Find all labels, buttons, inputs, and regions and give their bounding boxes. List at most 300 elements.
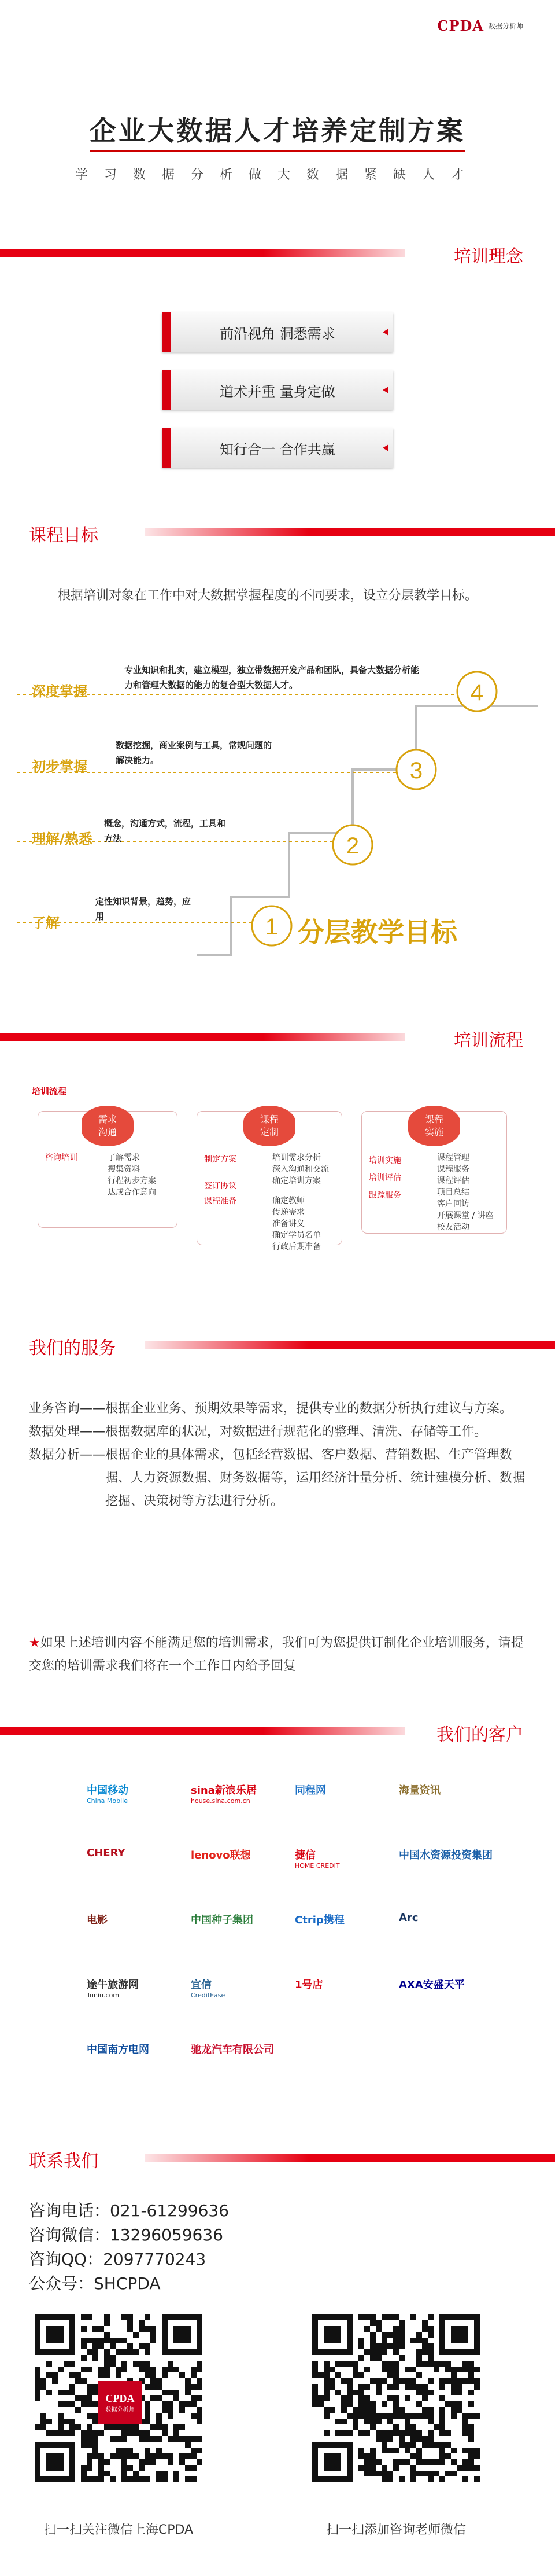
client-logo-sub: HOME CREDIT bbox=[295, 1862, 340, 1870]
qr-module bbox=[364, 2349, 370, 2355]
qr-module bbox=[35, 2395, 40, 2401]
qr-module bbox=[168, 2459, 173, 2465]
qr-module bbox=[121, 2367, 127, 2372]
qr-module bbox=[104, 2372, 110, 2378]
qr-module bbox=[474, 2367, 480, 2372]
qr-module bbox=[370, 2314, 376, 2320]
qr-module bbox=[116, 2367, 121, 2372]
qr-module bbox=[451, 2378, 457, 2384]
client-logo-name: 中国种子集团 bbox=[191, 1914, 253, 1926]
qr-code-right-image bbox=[312, 2314, 480, 2488]
qr-module bbox=[393, 2384, 399, 2390]
qr-module bbox=[92, 2453, 98, 2459]
qr-module bbox=[162, 2476, 168, 2482]
qr-module bbox=[133, 2332, 139, 2338]
qr-module bbox=[399, 2436, 405, 2442]
level-number: 3 bbox=[409, 758, 423, 783]
qr-module bbox=[387, 2343, 393, 2349]
qr-module bbox=[364, 2419, 370, 2424]
qr-module bbox=[405, 2378, 410, 2384]
qr-module bbox=[457, 2465, 462, 2471]
qr-module bbox=[341, 2419, 347, 2424]
qr-module bbox=[393, 2372, 399, 2378]
qr-module bbox=[312, 2361, 318, 2367]
qr-module bbox=[434, 2459, 439, 2465]
qr-module bbox=[457, 2378, 462, 2384]
qr-module bbox=[98, 2465, 104, 2471]
qr-module bbox=[382, 2361, 387, 2367]
qr-module bbox=[121, 2453, 127, 2459]
qr-module bbox=[468, 2378, 474, 2384]
qr-module bbox=[428, 2471, 434, 2476]
qr-module bbox=[98, 2338, 104, 2343]
qr-module bbox=[121, 2476, 127, 2482]
qr-module bbox=[150, 2326, 156, 2332]
qr-module bbox=[405, 2384, 410, 2390]
qr-module bbox=[145, 2367, 150, 2372]
qr-module bbox=[416, 2459, 422, 2465]
qr-module bbox=[168, 2390, 173, 2395]
qr-module bbox=[387, 2367, 393, 2372]
qr-module bbox=[399, 2459, 405, 2465]
contact-wechat: 咨询微信：13296059636 bbox=[29, 2225, 223, 2244]
qr-module bbox=[87, 2476, 92, 2482]
qr-module bbox=[197, 2448, 202, 2453]
qr-module bbox=[168, 2367, 173, 2372]
qr-module bbox=[162, 2367, 168, 2372]
qr-module bbox=[387, 2314, 393, 2320]
qr-module bbox=[393, 2378, 399, 2384]
qr-module bbox=[185, 2384, 191, 2390]
qr-module bbox=[92, 2355, 98, 2361]
qr-module bbox=[173, 2424, 179, 2430]
qr-module bbox=[451, 2471, 457, 2476]
qr-module bbox=[382, 2413, 387, 2419]
qr-module bbox=[405, 2424, 410, 2430]
qr-module bbox=[468, 2367, 474, 2372]
qr-module bbox=[87, 2453, 92, 2459]
qr-module bbox=[376, 2355, 382, 2361]
qr-module bbox=[335, 2390, 341, 2395]
qr-module bbox=[145, 2407, 150, 2413]
qr-module bbox=[179, 2407, 185, 2413]
qr-module bbox=[364, 2459, 370, 2465]
qr-module bbox=[364, 2395, 370, 2401]
qr-module bbox=[335, 2361, 341, 2367]
qr-module bbox=[370, 2459, 376, 2465]
qr-module bbox=[347, 2395, 353, 2401]
qr-module bbox=[92, 2419, 98, 2424]
client-logo-name: 驰龙汽车有限公司 bbox=[191, 2044, 274, 2056]
qr-module bbox=[358, 2413, 364, 2419]
qr-module bbox=[179, 2436, 185, 2442]
qr-module bbox=[439, 2413, 445, 2419]
qr-module bbox=[52, 2378, 58, 2384]
qr-center-logo-text: CPDA bbox=[105, 2392, 135, 2404]
service-text: 根据企业业务、预期效果等需求，提供专业的数据分析执行建议与方案。 bbox=[105, 1401, 513, 1416]
qr-module bbox=[35, 2390, 40, 2395]
qr-module bbox=[428, 2355, 434, 2361]
qr-module bbox=[434, 2361, 439, 2367]
qr-module bbox=[145, 2326, 150, 2332]
qr-module bbox=[382, 2465, 387, 2471]
qr-module bbox=[335, 2419, 341, 2424]
qr-module bbox=[451, 2390, 457, 2395]
concept-item bbox=[162, 428, 393, 468]
qr-module bbox=[87, 2442, 92, 2448]
qr-module bbox=[52, 2430, 58, 2436]
qr-module bbox=[81, 2314, 87, 2320]
qr-module bbox=[64, 2401, 69, 2407]
qr-module bbox=[376, 2390, 382, 2395]
qr-module bbox=[145, 2430, 150, 2436]
qr-module bbox=[358, 2465, 364, 2471]
qr-module bbox=[358, 2390, 364, 2395]
qr-module bbox=[387, 2372, 393, 2378]
qr-module bbox=[416, 2355, 422, 2361]
qr-module bbox=[358, 2401, 364, 2407]
qr-module bbox=[410, 2424, 416, 2430]
stage-right-item: 达成合作意向 bbox=[108, 1188, 156, 1197]
service-text: 根据企业的具体需求，包括经营数据、客户数据、营销数据、生产管理数据、人力资源数据、财务数据等，运用经济计量分析、统计建模分析、数据挖掘、决策树等方法进行分析。 bbox=[105, 1448, 526, 1508]
qr-module bbox=[358, 2395, 364, 2401]
qr-module bbox=[197, 2361, 202, 2367]
qr-module bbox=[191, 2401, 197, 2407]
arrow-icon bbox=[383, 329, 388, 336]
qr-module bbox=[133, 2453, 139, 2459]
qr-module bbox=[387, 2471, 393, 2476]
qr-module bbox=[197, 2395, 202, 2401]
qr-module bbox=[324, 2407, 330, 2413]
qr-module bbox=[387, 2332, 393, 2338]
qr-finder bbox=[451, 2326, 468, 2343]
qr-module bbox=[410, 2471, 416, 2476]
qr-module bbox=[468, 2390, 474, 2395]
qr-module bbox=[98, 2343, 104, 2349]
qr-module bbox=[468, 2430, 474, 2436]
qr-module bbox=[191, 2476, 197, 2482]
qr-module bbox=[382, 2332, 387, 2338]
client-logo bbox=[191, 1847, 286, 1862]
qr-module bbox=[382, 2430, 387, 2436]
qr-module bbox=[376, 2326, 382, 2332]
qr-module bbox=[434, 2471, 439, 2476]
qr-module bbox=[347, 2384, 353, 2390]
qr-module bbox=[462, 2424, 468, 2430]
qr-module bbox=[104, 2459, 110, 2465]
process-stage bbox=[361, 1111, 507, 1234]
qr-module bbox=[428, 2349, 434, 2355]
qr-module bbox=[92, 2448, 98, 2453]
qr-module bbox=[416, 2338, 422, 2343]
qr-module bbox=[376, 2419, 382, 2424]
qr-module bbox=[312, 2372, 318, 2378]
stage-right-item: 确定培训方案 bbox=[272, 1176, 321, 1186]
qr-module bbox=[474, 2448, 480, 2453]
qr-module bbox=[393, 2413, 399, 2419]
qr-module bbox=[376, 2436, 382, 2442]
qr-module bbox=[370, 2320, 376, 2326]
qr-code-right bbox=[312, 2314, 480, 2488]
qr-module bbox=[468, 2459, 474, 2465]
qr-module bbox=[416, 2384, 422, 2390]
qr-module bbox=[468, 2424, 474, 2430]
qr-center-logo bbox=[98, 2381, 142, 2424]
qr-module bbox=[150, 2459, 156, 2465]
qr-module bbox=[121, 2349, 127, 2355]
concept-item-label: 道术并重 量身定做 bbox=[220, 383, 335, 400]
qr-module bbox=[162, 2407, 168, 2413]
qr-module bbox=[382, 2448, 387, 2453]
qr-module bbox=[312, 2395, 318, 2401]
qr-module bbox=[69, 2390, 75, 2395]
qr-module bbox=[156, 2448, 162, 2453]
qr-module bbox=[439, 2430, 445, 2436]
qr-module bbox=[347, 2390, 353, 2395]
qr-module bbox=[162, 2372, 168, 2378]
qr-module bbox=[399, 2476, 405, 2482]
qr-module bbox=[399, 2326, 405, 2332]
qr-module bbox=[370, 2343, 376, 2349]
qr-module bbox=[405, 2430, 410, 2436]
qr-module bbox=[393, 2395, 399, 2401]
qr-module bbox=[156, 2424, 162, 2430]
qr-module bbox=[139, 2476, 145, 2482]
qr-module bbox=[416, 2453, 422, 2459]
qr-module bbox=[127, 2430, 133, 2436]
stage-right-item: 行程初步方案 bbox=[108, 1176, 156, 1186]
qr-module bbox=[133, 2349, 139, 2355]
client-logo-name: AXA安盛天平 bbox=[399, 1979, 465, 1991]
client-logo-sub: CreditEase bbox=[191, 1992, 225, 1999]
qr-module bbox=[410, 2436, 416, 2442]
qr-module bbox=[145, 2459, 150, 2465]
qr-module bbox=[364, 2471, 370, 2476]
client-logo bbox=[399, 1847, 494, 1862]
qr-module bbox=[353, 2407, 358, 2413]
qr-module bbox=[422, 2349, 428, 2355]
qr-module bbox=[92, 2343, 98, 2349]
stage-badge: 需求 沟通 bbox=[82, 1106, 134, 1146]
qr-module bbox=[162, 2453, 168, 2459]
qr-module bbox=[162, 2471, 168, 2476]
qr-module bbox=[382, 2442, 387, 2448]
qr-module bbox=[370, 2471, 376, 2476]
title-divider bbox=[90, 150, 465, 152]
services-note bbox=[29, 1632, 526, 1678]
qr-module bbox=[416, 2332, 422, 2338]
qr-module bbox=[139, 2320, 145, 2326]
qr-module bbox=[197, 2413, 202, 2419]
stage-right-item: 校友活动 bbox=[437, 1223, 469, 1232]
qr-module bbox=[58, 2430, 64, 2436]
qr-module bbox=[81, 2343, 87, 2349]
qr-module bbox=[416, 2401, 422, 2407]
qr-module bbox=[139, 2326, 145, 2332]
qr-module bbox=[439, 2448, 445, 2453]
qr-module bbox=[139, 2367, 145, 2372]
qr-module bbox=[376, 2378, 382, 2384]
qr-module bbox=[121, 2459, 127, 2465]
qr-module bbox=[145, 2448, 150, 2453]
client-logo-name: 中国南方电网 bbox=[87, 2044, 149, 2056]
qr-module bbox=[116, 2372, 121, 2378]
qr-module bbox=[191, 2448, 197, 2453]
qr-module bbox=[451, 2407, 457, 2413]
stage-right-item: 课程评估 bbox=[437, 1176, 469, 1186]
qr-module bbox=[87, 2430, 92, 2436]
qr-module bbox=[370, 2465, 376, 2471]
qr-module bbox=[145, 2384, 150, 2390]
client-logo bbox=[399, 1977, 494, 1992]
qr-finder bbox=[324, 2326, 341, 2343]
qr-module bbox=[185, 2453, 191, 2459]
qr-module bbox=[393, 2332, 399, 2338]
qr-module bbox=[110, 2476, 116, 2482]
qr-module bbox=[434, 2367, 439, 2372]
qr-module bbox=[116, 2338, 121, 2343]
stage-right-item: 了解需求 bbox=[108, 1153, 140, 1162]
qr-module bbox=[422, 2338, 428, 2343]
qr-module bbox=[133, 2361, 139, 2367]
qr-module bbox=[382, 2367, 387, 2372]
qr-module bbox=[393, 2401, 399, 2407]
qr-module bbox=[35, 2378, 40, 2384]
qr-module bbox=[98, 2471, 104, 2476]
contact-heading: 联系我们 bbox=[29, 2151, 98, 2172]
qr-module bbox=[468, 2361, 474, 2367]
qr-module bbox=[197, 2367, 202, 2372]
qr-module bbox=[185, 2442, 191, 2448]
qr-module bbox=[81, 2442, 87, 2448]
qr-module bbox=[410, 2378, 416, 2384]
qr-module bbox=[428, 2326, 434, 2332]
qr-module bbox=[87, 2390, 92, 2395]
level-number: 4 bbox=[470, 680, 484, 705]
qr-module bbox=[127, 2448, 133, 2453]
qr-module bbox=[370, 2338, 376, 2343]
qr-module bbox=[121, 2465, 127, 2471]
qr-module bbox=[353, 2372, 358, 2378]
qr-module bbox=[69, 2419, 75, 2424]
qr-module bbox=[40, 2413, 46, 2419]
qr-module bbox=[87, 2338, 92, 2343]
qr-module bbox=[422, 2343, 428, 2349]
stage-left-item: 跟踪服务 bbox=[369, 1191, 401, 1200]
stage-right-item: 确定教师 bbox=[272, 1196, 305, 1205]
qr-module bbox=[358, 2343, 364, 2349]
qr-module bbox=[341, 2401, 347, 2407]
qr-module bbox=[185, 2390, 191, 2395]
qr-module bbox=[410, 2413, 416, 2419]
qr-module bbox=[40, 2424, 46, 2430]
qr-module bbox=[353, 2367, 358, 2372]
qr-module bbox=[445, 2361, 451, 2367]
contact-info bbox=[29, 2199, 229, 2296]
qr-module bbox=[393, 2314, 399, 2320]
qr-module bbox=[428, 2390, 434, 2395]
qr-module bbox=[364, 2430, 370, 2436]
client-logo bbox=[295, 1847, 390, 1870]
qr-module bbox=[376, 2343, 382, 2349]
qr-module bbox=[410, 2453, 416, 2459]
qr-module bbox=[382, 2378, 387, 2384]
qr-module bbox=[364, 2384, 370, 2390]
qr-module bbox=[416, 2390, 422, 2395]
qr-module bbox=[428, 2332, 434, 2338]
concept-heading: 培训理念 bbox=[454, 246, 523, 267]
qr-module bbox=[191, 2372, 197, 2378]
qr-module bbox=[422, 2384, 428, 2390]
stage-right-item: 课程管理 bbox=[437, 1153, 469, 1162]
qr-module bbox=[121, 2430, 127, 2436]
qr-module bbox=[451, 2401, 457, 2407]
client-logo-name: 电影 bbox=[87, 1914, 108, 1926]
qr-module bbox=[474, 2384, 480, 2390]
qr-module bbox=[347, 2378, 353, 2384]
qr-module bbox=[92, 2401, 98, 2407]
qr-module bbox=[439, 2424, 445, 2430]
qr-module bbox=[58, 2390, 64, 2395]
qr-module bbox=[370, 2448, 376, 2453]
qr-module bbox=[127, 2476, 133, 2482]
process-stage bbox=[197, 1111, 342, 1252]
qr-module bbox=[434, 2442, 439, 2448]
qr-finder bbox=[324, 2453, 341, 2471]
qr-module bbox=[358, 2338, 364, 2343]
concept-item-label: 前沿视角 洞悉需求 bbox=[220, 325, 335, 342]
qr-module bbox=[428, 2430, 434, 2436]
qr-module bbox=[87, 2384, 92, 2390]
qr-module bbox=[324, 2378, 330, 2384]
qr-left-caption: 扫一扫关注微信上海CPDA bbox=[43, 2523, 194, 2537]
qr-module bbox=[330, 2367, 335, 2372]
qr-module bbox=[451, 2372, 457, 2378]
qr-module bbox=[104, 2314, 110, 2320]
qr-module bbox=[330, 2378, 335, 2384]
qr-module bbox=[358, 2384, 364, 2390]
qr-right-caption: 扫一扫添加咨询老师微信 bbox=[325, 2523, 466, 2537]
qr-module bbox=[145, 2361, 150, 2367]
qr-module bbox=[462, 2378, 468, 2384]
qr-module bbox=[104, 2471, 110, 2476]
qr-module bbox=[451, 2367, 457, 2372]
qr-module bbox=[197, 2459, 202, 2465]
qr-module bbox=[445, 2367, 451, 2372]
qr-module bbox=[318, 2395, 324, 2401]
qr-module bbox=[393, 2343, 399, 2349]
page-title: 企业大数据人才培养定制方案 bbox=[90, 115, 465, 146]
qr-module bbox=[150, 2395, 156, 2401]
qr-module bbox=[358, 2448, 364, 2453]
qr-module bbox=[104, 2338, 110, 2343]
section-bar bbox=[145, 1341, 555, 1349]
level-label: 初步掌握 bbox=[32, 759, 87, 775]
client-logo-name: 同程网 bbox=[295, 1784, 326, 1797]
qr-module bbox=[370, 2413, 376, 2419]
qr-module bbox=[410, 2476, 416, 2482]
qr-module bbox=[445, 2430, 451, 2436]
qr-finder bbox=[46, 2453, 64, 2471]
qr-module bbox=[173, 2476, 179, 2482]
qr-module bbox=[98, 2453, 104, 2459]
qr-module bbox=[416, 2471, 422, 2476]
qr-module bbox=[81, 2355, 87, 2361]
qr-module bbox=[335, 2372, 341, 2378]
qr-module bbox=[393, 2349, 399, 2355]
qr-module bbox=[64, 2419, 69, 2424]
qr-module bbox=[92, 2390, 98, 2395]
